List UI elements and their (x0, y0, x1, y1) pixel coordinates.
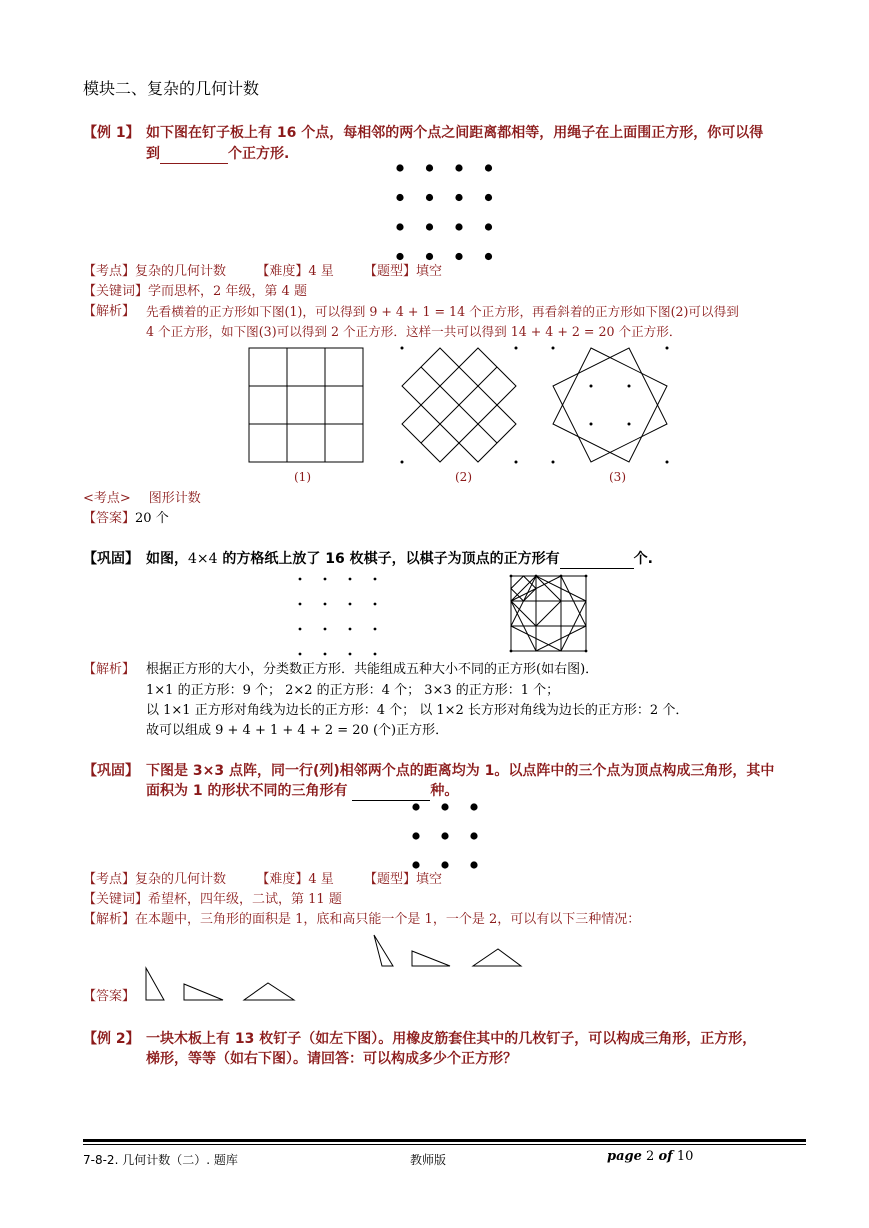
ex1-meta (83, 262, 442, 282)
ex1-line2-a: 到 (146, 146, 160, 162)
ex1-tag: 【例 1】 (83, 125, 140, 141)
ex1-answer (83, 509, 169, 529)
gg1-text-b: 的方格纸上放了 16 枚棋子，以棋子为顶点的正方形有 (217, 551, 560, 567)
section-title: 模块二、复杂的几何计数 (83, 79, 260, 98)
page-word: page (607, 1149, 642, 1164)
grid-dot (374, 603, 377, 606)
grid-dot (426, 223, 433, 230)
gg2-kd-value: 复杂的几何计数 (135, 872, 227, 887)
gg2-tag: 【巩固】 (83, 763, 139, 779)
figure-1-grid (249, 348, 364, 463)
grid-dot (374, 628, 377, 631)
grid-dot (485, 194, 492, 201)
kd-value: 复杂的几何计数 (135, 264, 227, 279)
grid-dot (396, 194, 403, 201)
figure-3-tilted-squares (553, 348, 668, 463)
grid-dot (412, 803, 419, 810)
ex1-line1: 如下图在钉子板上有 16 个点，每相邻的两个点之间距离都相等，用绳子在上面围正方形，你可以得 (146, 125, 764, 141)
footer-center: 教师版 (410, 1153, 447, 1167)
kd2-value: 图形计数 (148, 491, 201, 506)
grid-dot (485, 164, 492, 171)
grid-dot (441, 861, 448, 868)
footer-rule-thin (83, 1144, 806, 1145)
ex1-line2 (146, 144, 289, 164)
grid-dot (396, 164, 403, 171)
ex2-line1: 一块木板上有 13 枚钉子（如左下图）。用橡皮筋套住其中的几枚钉子，可以构成三角形，正方形， (146, 1031, 757, 1047)
fig-label-3: (3) (609, 470, 626, 484)
ans-value: 20 个 (135, 511, 169, 526)
gg2-ans-tag: 【答案】 (83, 989, 136, 1004)
grid-dot (470, 861, 477, 868)
grid-dot (455, 164, 462, 171)
grid-dot (374, 653, 377, 656)
gg2-line2 (146, 781, 458, 801)
grid-dot (470, 803, 477, 810)
gg1-blank (560, 554, 634, 569)
grid-dot (485, 223, 492, 230)
footer-rule-thick (83, 1139, 806, 1142)
grid-dot (324, 628, 327, 631)
grid-dot (324, 653, 327, 656)
nd-value: 4 星 (308, 264, 334, 279)
gg2-jx-tag: 【解析】 (83, 912, 136, 927)
ex1-keywords (83, 282, 307, 302)
footer-page (607, 1149, 693, 1164)
gg2-line1: 下图是 3×3 点阵，同一行(列)相邻两个点的距离均为 1。以点阵中的三个点为顶点构成三角形，其中 (146, 763, 775, 779)
grid-dot (349, 578, 352, 581)
grid-dot (426, 194, 433, 201)
gg2-kw-value: 希望杯，四年级，二试，第 11 题 (148, 892, 342, 907)
grid-dot (470, 832, 477, 839)
page-num: 2 (646, 1149, 655, 1164)
gg2-kd-tag: 【考点】 (83, 872, 136, 887)
gg2-keywords (83, 890, 342, 910)
gg1-math: 4×4 (188, 551, 218, 567)
grid-dot (485, 253, 492, 260)
ans-tag: 【答案】 (83, 511, 136, 526)
gg2-kw-tag: 【关键词】 (83, 892, 149, 907)
ex2-tag: 【例 2】 (83, 1031, 140, 1047)
dot-grid-3x3 (411, 802, 481, 872)
gg1-text (146, 549, 653, 569)
dot-grid-4x4 (390, 158, 500, 262)
gg2-tx-tag: 【题型】 (364, 872, 417, 887)
grid-dot (349, 603, 352, 606)
of-word: of (658, 1149, 673, 1164)
ex1-jx-tag: 【解析】 (83, 304, 136, 319)
grid-dot (324, 578, 327, 581)
ex1-kd2 (83, 489, 201, 509)
grid-dot (455, 253, 462, 260)
gg1-jx2: 1×1 的正方形：9 个； 2×2 的正方形：4 个； 3×3 的正方形：1 个； (146, 683, 560, 698)
footer-left: 7-8-2. 几何计数（二）. 题库 (83, 1153, 238, 1167)
grid-dot (324, 603, 327, 606)
grid-dot (455, 194, 462, 201)
figure-2-tilted-squares (402, 348, 517, 463)
gg2-line2-a: 面积为 1 的形状不同的三角形有 (146, 783, 353, 799)
grid-dot (426, 253, 433, 260)
gg2-nd-value: 4 星 (308, 872, 334, 887)
gg2-blank (352, 786, 430, 801)
gg2-nd-tag: 【难度】 (256, 872, 309, 887)
ex2-line2: 梯形，等等（如右下图）。请回答：可以构成多少个正方形？ (146, 1051, 517, 1067)
gg2-jx-value: 在本题中，三角形的面积是 1，底和高只能一个是 1，一个是 2，可以有以下三种情况： (135, 912, 641, 927)
triangles-analysis (372, 934, 524, 970)
dot-grid-small (298, 577, 378, 657)
grid-dot (412, 832, 419, 839)
squares-on-grid-figure (511, 576, 591, 656)
gg1-jx3: 以 1×1 正方形对角线为边长的正方形：4 个； 以 1×2 长方形对角线为边长的正方形：2 个． (146, 703, 689, 718)
gg2-jx (83, 910, 640, 930)
kw-tag: 【关键词】 (83, 284, 149, 299)
page-total: 10 (676, 1149, 694, 1164)
grid-dot (396, 223, 403, 230)
gg1-jx1: 根据正方形的大小，分类数正方形．共能组成五种大小不同的正方形(如右图)． (146, 662, 599, 677)
gg2-line2-b: 种。 (430, 783, 459, 799)
grid-dot (426, 164, 433, 171)
kw-value: 学而思杯，2 年级，第 4 题 (148, 284, 307, 299)
grid-dot (299, 628, 302, 631)
gg1-text-a: 如图， (146, 551, 188, 567)
nd-tag: 【难度】 (256, 264, 309, 279)
grid-dot (441, 803, 448, 810)
ex1-jx2: 4 个正方形，如下图(3)可以得到 2 个正方形．这样一共可以得到 14 + 4 + 2 = 20 个正方形． (146, 324, 682, 339)
fig-label-1: (1) (294, 470, 311, 484)
fig-label-2: (2) (455, 470, 472, 484)
grid-dot (441, 832, 448, 839)
grid-dot (299, 603, 302, 606)
grid-dot (349, 628, 352, 631)
gg1-jx-tag: 【解析】 (83, 662, 136, 677)
gg1-jx4: 故可以组成 9 + 4 + 1 + 4 + 2 = 20 (个)正方形． (146, 723, 449, 738)
grid-dot (349, 653, 352, 656)
gg2-meta (83, 870, 442, 890)
kd2-tag: <考点> (83, 491, 131, 506)
gg2-tx-value: 填空 (416, 872, 443, 887)
grid-dot (299, 653, 302, 656)
triangles-answer (143, 966, 295, 1004)
grid-dot (412, 861, 419, 868)
ex1-line2-b: 个正方形. (228, 146, 290, 162)
grid-dot (374, 578, 377, 581)
gg1-text-c: 个. (633, 551, 653, 567)
grid-dot (455, 223, 462, 230)
ex1-jx1: 先看横着的正方形如下图(1)，可以得到 9 + 4 + 1 = 14 个正方形，再看斜着的正方形如下图(2)可以得到 (146, 304, 739, 319)
tx-value: 填空 (416, 264, 443, 279)
gg1-tag: 【巩固】 (83, 551, 139, 567)
tx-tag: 【题型】 (364, 264, 417, 279)
grid-dot (299, 578, 302, 581)
grid-dot (396, 253, 403, 260)
kd-tag: 【考点】 (83, 264, 136, 279)
answer-blank (160, 149, 228, 164)
